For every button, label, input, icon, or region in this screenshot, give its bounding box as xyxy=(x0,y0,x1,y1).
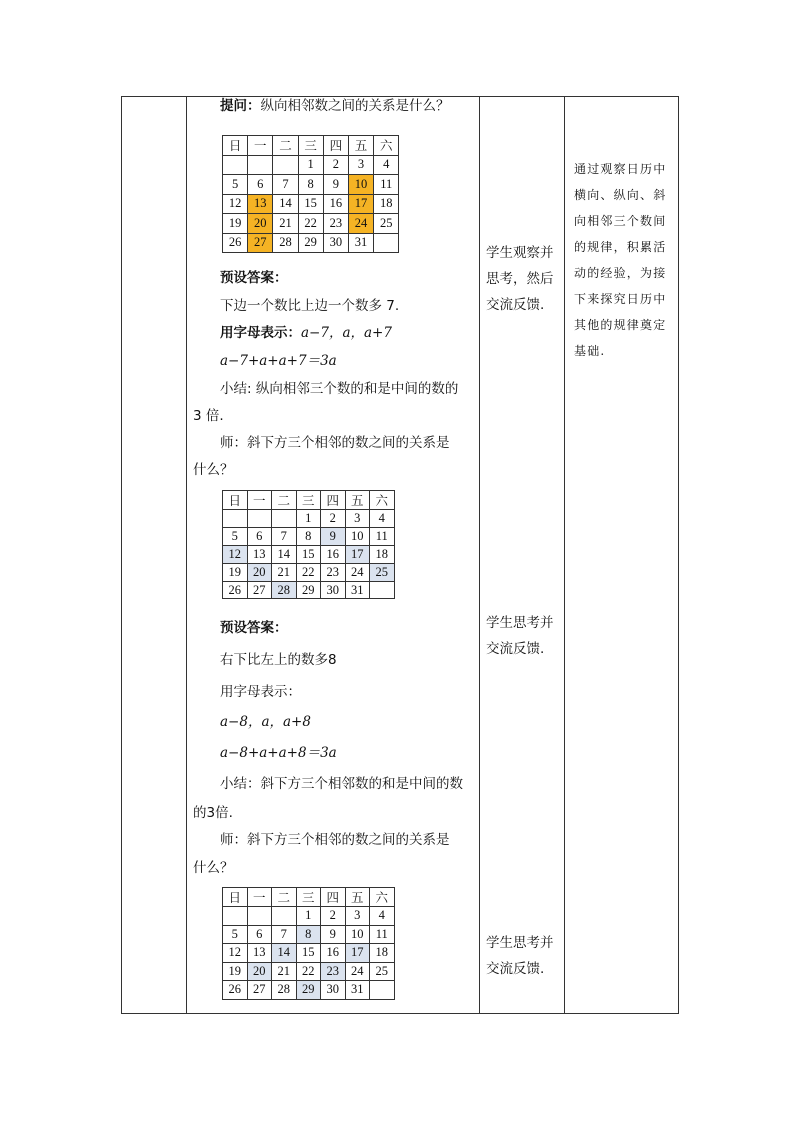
calendar-day-cell: 3 xyxy=(348,155,373,175)
calendar-week-row xyxy=(223,510,395,528)
calendar-highlighted-cell: 8 xyxy=(296,925,321,944)
weekday-header: 六 xyxy=(370,491,395,510)
answer-text: 右下比左上的数多8 xyxy=(220,652,337,668)
calendar-day-cell: 4 xyxy=(370,907,395,926)
calendar-highlighted-cell: 14 xyxy=(272,944,297,963)
calendar-day-cell: 9 xyxy=(323,175,348,195)
calendar-day-cell: 28 xyxy=(273,233,298,253)
calendar-day-cell: 19 xyxy=(223,563,248,581)
calendar-day-cell: 16 xyxy=(321,545,346,563)
calendar-day-cell: 12 xyxy=(223,194,248,214)
calendar-day-cell: 1 xyxy=(296,510,321,528)
calendar-week-row xyxy=(223,925,395,944)
calendar-day-cell: 26 xyxy=(223,981,248,1000)
calendar-week-row xyxy=(223,214,399,234)
calendar-day-cell: 31 xyxy=(345,981,370,1000)
calendar-highlighted-cell: 20 xyxy=(247,962,272,981)
calendar-day-cell: 19 xyxy=(223,962,248,981)
calendar-empty-cell xyxy=(272,510,297,528)
calendar-day-cell: 6 xyxy=(247,925,272,944)
calendar-day-cell: 29 xyxy=(296,581,321,599)
calendar-day-cell: 12 xyxy=(223,944,248,963)
calendar-day-cell: 27 xyxy=(247,581,272,599)
weekday-header: 六 xyxy=(374,136,399,156)
teacher-question: 什么？ xyxy=(193,462,234,478)
calendar-day-cell: 11 xyxy=(370,925,395,944)
weekday-header: 日 xyxy=(223,491,248,510)
weekday-header: 五 xyxy=(345,491,370,510)
calendar-highlighted-cell: 9 xyxy=(321,527,346,545)
calendar-table-2 xyxy=(222,490,395,599)
calendar-day-cell: 31 xyxy=(348,233,373,253)
calendar-day-cell: 5 xyxy=(223,175,248,195)
calendar-week-row xyxy=(223,581,395,599)
calendar-day-cell: 30 xyxy=(321,981,346,1000)
calendar-day-cell: 28 xyxy=(272,981,297,1000)
calendar-highlighted-cell: 23 xyxy=(321,962,346,981)
summary-text: 小结: 纵向相邻三个数的和是中间的数的 xyxy=(220,381,459,397)
weekday-header: 日 xyxy=(223,888,248,907)
calendar-day-cell: 29 xyxy=(298,233,323,253)
calendar-day-cell: 22 xyxy=(296,962,321,981)
calendar-day-cell: 2 xyxy=(323,155,348,175)
calendar-empty-cell xyxy=(272,907,297,926)
weekday-header: 四 xyxy=(321,491,346,510)
calendar-highlighted-cell: 25 xyxy=(370,563,395,581)
calendar-day-cell: 23 xyxy=(323,214,348,234)
summary-text: 小结：斜下方三个相邻数的和是中间的数 xyxy=(220,776,463,792)
calendar-highlighted-cell: 10 xyxy=(348,175,373,195)
calendar-empty-cell xyxy=(223,155,248,175)
calendar-highlighted-cell: 20 xyxy=(247,563,272,581)
calendar-empty-cell xyxy=(223,510,248,528)
calendar-highlighted-cell: 29 xyxy=(296,981,321,1000)
design-intent: 通过观察日历中横向、纵向、斜向相邻三个数间的规律，积累活动的经验，为接下来探究日历中其他的规律奠定基础. xyxy=(574,162,667,358)
student-activity-2: 学生思考并 交流反馈. xyxy=(486,615,554,657)
calendar-empty-cell xyxy=(247,510,272,528)
calendar-empty-cell xyxy=(247,907,272,926)
calendar-highlighted-cell: 17 xyxy=(345,944,370,963)
calendar-day-cell: 15 xyxy=(296,944,321,963)
weekday-header: 二 xyxy=(272,491,297,510)
calendar-day-cell: 26 xyxy=(223,581,248,599)
calendar-day-cell: 11 xyxy=(370,527,395,545)
calendar-empty-cell xyxy=(223,907,248,926)
weekday-header: 二 xyxy=(273,136,298,156)
calendar-empty-cell xyxy=(370,581,395,599)
answer-formula: a−8，a，a+8 xyxy=(220,714,311,730)
calendar-empty-cell xyxy=(248,155,273,175)
calendar-day-cell: 4 xyxy=(370,510,395,528)
calendar-week-row xyxy=(223,907,395,926)
calendar-day-cell: 21 xyxy=(272,962,297,981)
student-activity-1: 学生观察并 思考，然后 交流反馈. xyxy=(486,245,554,313)
calendar-day-cell: 7 xyxy=(272,527,297,545)
calendar-day-cell: 21 xyxy=(272,563,297,581)
weekday-header: 四 xyxy=(321,888,346,907)
calendar-day-cell: 15 xyxy=(296,545,321,563)
calendar-day-cell: 10 xyxy=(345,527,370,545)
calendar-day-cell: 30 xyxy=(323,233,348,253)
weekday-header: 五 xyxy=(345,888,370,907)
calendar-week-row xyxy=(223,233,399,253)
calendar-day-cell: 10 xyxy=(345,925,370,944)
calendar-day-cell: 23 xyxy=(321,563,346,581)
weekday-header: 三 xyxy=(298,136,323,156)
calendar-day-cell: 13 xyxy=(247,944,272,963)
calendar-table-1 xyxy=(222,135,399,253)
student-activity-3: 学生思考并 交流反馈. xyxy=(486,935,554,977)
calendar-day-cell: 15 xyxy=(298,194,323,214)
answer-equation: a−8+a+a+8＝3a xyxy=(220,745,337,761)
calendar-day-cell: 5 xyxy=(223,925,248,944)
calendar-day-cell: 6 xyxy=(247,527,272,545)
calendar-day-cell: 2 xyxy=(321,907,346,926)
calendar-empty-cell xyxy=(374,233,399,253)
calendar-day-cell: 8 xyxy=(296,527,321,545)
weekday-header: 一 xyxy=(247,491,272,510)
answer-formula: 用字母表示：a−7，a，a+7 xyxy=(220,325,392,341)
calendar-week-row xyxy=(223,962,395,981)
calendar-day-cell: 14 xyxy=(272,545,297,563)
weekday-header: 六 xyxy=(370,888,395,907)
calendar-day-cell: 4 xyxy=(374,155,399,175)
calendar-header-row xyxy=(223,888,395,907)
weekday-header: 四 xyxy=(323,136,348,156)
weekday-header: 一 xyxy=(247,888,272,907)
calendar-day-cell: 7 xyxy=(272,925,297,944)
calendar-day-cell: 1 xyxy=(298,155,323,175)
calendar-week-row xyxy=(223,944,395,963)
calendar-highlighted-cell: 24 xyxy=(348,214,373,234)
calendar-week-row xyxy=(223,155,399,175)
weekday-header: 二 xyxy=(272,888,297,907)
calendar-day-cell: 5 xyxy=(223,527,248,545)
calendar-day-cell: 25 xyxy=(370,962,395,981)
column-divider xyxy=(564,97,565,1013)
calendar-highlighted-cell: 28 xyxy=(272,581,297,599)
weekday-header: 三 xyxy=(296,888,321,907)
preset-answer-label: 预设答案： xyxy=(220,270,288,286)
calendar-day-cell: 7 xyxy=(273,175,298,195)
calendar-day-cell: 19 xyxy=(223,214,248,234)
teacher-question: 师：斜下方三个相邻的数之间的关系是 xyxy=(220,435,450,451)
weekday-header: 五 xyxy=(348,136,373,156)
calendar-day-cell: 3 xyxy=(345,510,370,528)
calendar-highlighted-cell: 17 xyxy=(348,194,373,214)
calendar-highlighted-cell: 12 xyxy=(223,545,248,563)
calendar-day-cell: 31 xyxy=(345,581,370,599)
calendar-day-cell: 18 xyxy=(370,545,395,563)
calendar-day-cell: 13 xyxy=(247,545,272,563)
calendar-day-cell: 11 xyxy=(374,175,399,195)
answer-formula-label: 用字母表示： xyxy=(220,684,301,700)
weekday-header: 三 xyxy=(296,491,321,510)
calendar-day-cell: 3 xyxy=(345,907,370,926)
calendar-day-cell: 14 xyxy=(273,194,298,214)
calendar-header-row xyxy=(223,136,399,156)
calendar-week-row xyxy=(223,981,395,1000)
calendar-day-cell: 21 xyxy=(273,214,298,234)
calendar-day-cell: 27 xyxy=(247,981,272,1000)
summary-text: 3 倍. xyxy=(193,408,224,424)
calendar-day-cell: 6 xyxy=(248,175,273,195)
teacher-question: 什么？ xyxy=(193,860,234,876)
calendar-day-cell: 2 xyxy=(321,510,346,528)
summary-text: 的3倍. xyxy=(193,805,233,821)
calendar-table-3 xyxy=(222,887,395,1000)
teacher-question: 师：斜下方三个相邻的数之间的关系是 xyxy=(220,832,450,848)
calendar-day-cell: 22 xyxy=(298,214,323,234)
calendar-header-row xyxy=(223,491,395,510)
calendar-day-cell: 24 xyxy=(345,563,370,581)
weekday-header: 一 xyxy=(248,136,273,156)
calendar-highlighted-cell: 13 xyxy=(248,194,273,214)
calendar-empty-cell xyxy=(370,981,395,1000)
calendar-day-cell: 18 xyxy=(374,194,399,214)
calendar-week-row xyxy=(223,194,399,214)
calendar-day-cell: 16 xyxy=(321,944,346,963)
calendar-day-cell: 9 xyxy=(321,925,346,944)
column-divider xyxy=(479,97,480,1013)
calendar-day-cell: 22 xyxy=(296,563,321,581)
calendar-day-cell: 24 xyxy=(345,962,370,981)
calendar-day-cell: 1 xyxy=(296,907,321,926)
answer-text: 下边一个数比上边一个数多 7. xyxy=(220,298,400,314)
calendar-empty-cell xyxy=(273,155,298,175)
calendar-week-row xyxy=(223,563,395,581)
weekday-header: 日 xyxy=(223,136,248,156)
calendar-highlighted-cell: 27 xyxy=(248,233,273,253)
question-1: 提问：纵向相邻数之间的关系是什么？ xyxy=(220,98,450,114)
calendar-day-cell: 8 xyxy=(298,175,323,195)
answer-equation: a−7+a+a+7＝3a xyxy=(220,353,337,369)
calendar-highlighted-cell: 17 xyxy=(345,545,370,563)
calendar-highlighted-cell: 20 xyxy=(248,214,273,234)
calendar-week-row xyxy=(223,545,395,563)
calendar-week-row xyxy=(223,175,399,195)
calendar-day-cell: 18 xyxy=(370,944,395,963)
calendar-week-row xyxy=(223,527,395,545)
preset-answer-label: 预设答案： xyxy=(220,620,288,636)
column-divider xyxy=(186,97,187,1013)
calendar-day-cell: 30 xyxy=(321,581,346,599)
calendar-day-cell: 25 xyxy=(374,214,399,234)
calendar-day-cell: 16 xyxy=(323,194,348,214)
calendar-day-cell: 26 xyxy=(223,233,248,253)
